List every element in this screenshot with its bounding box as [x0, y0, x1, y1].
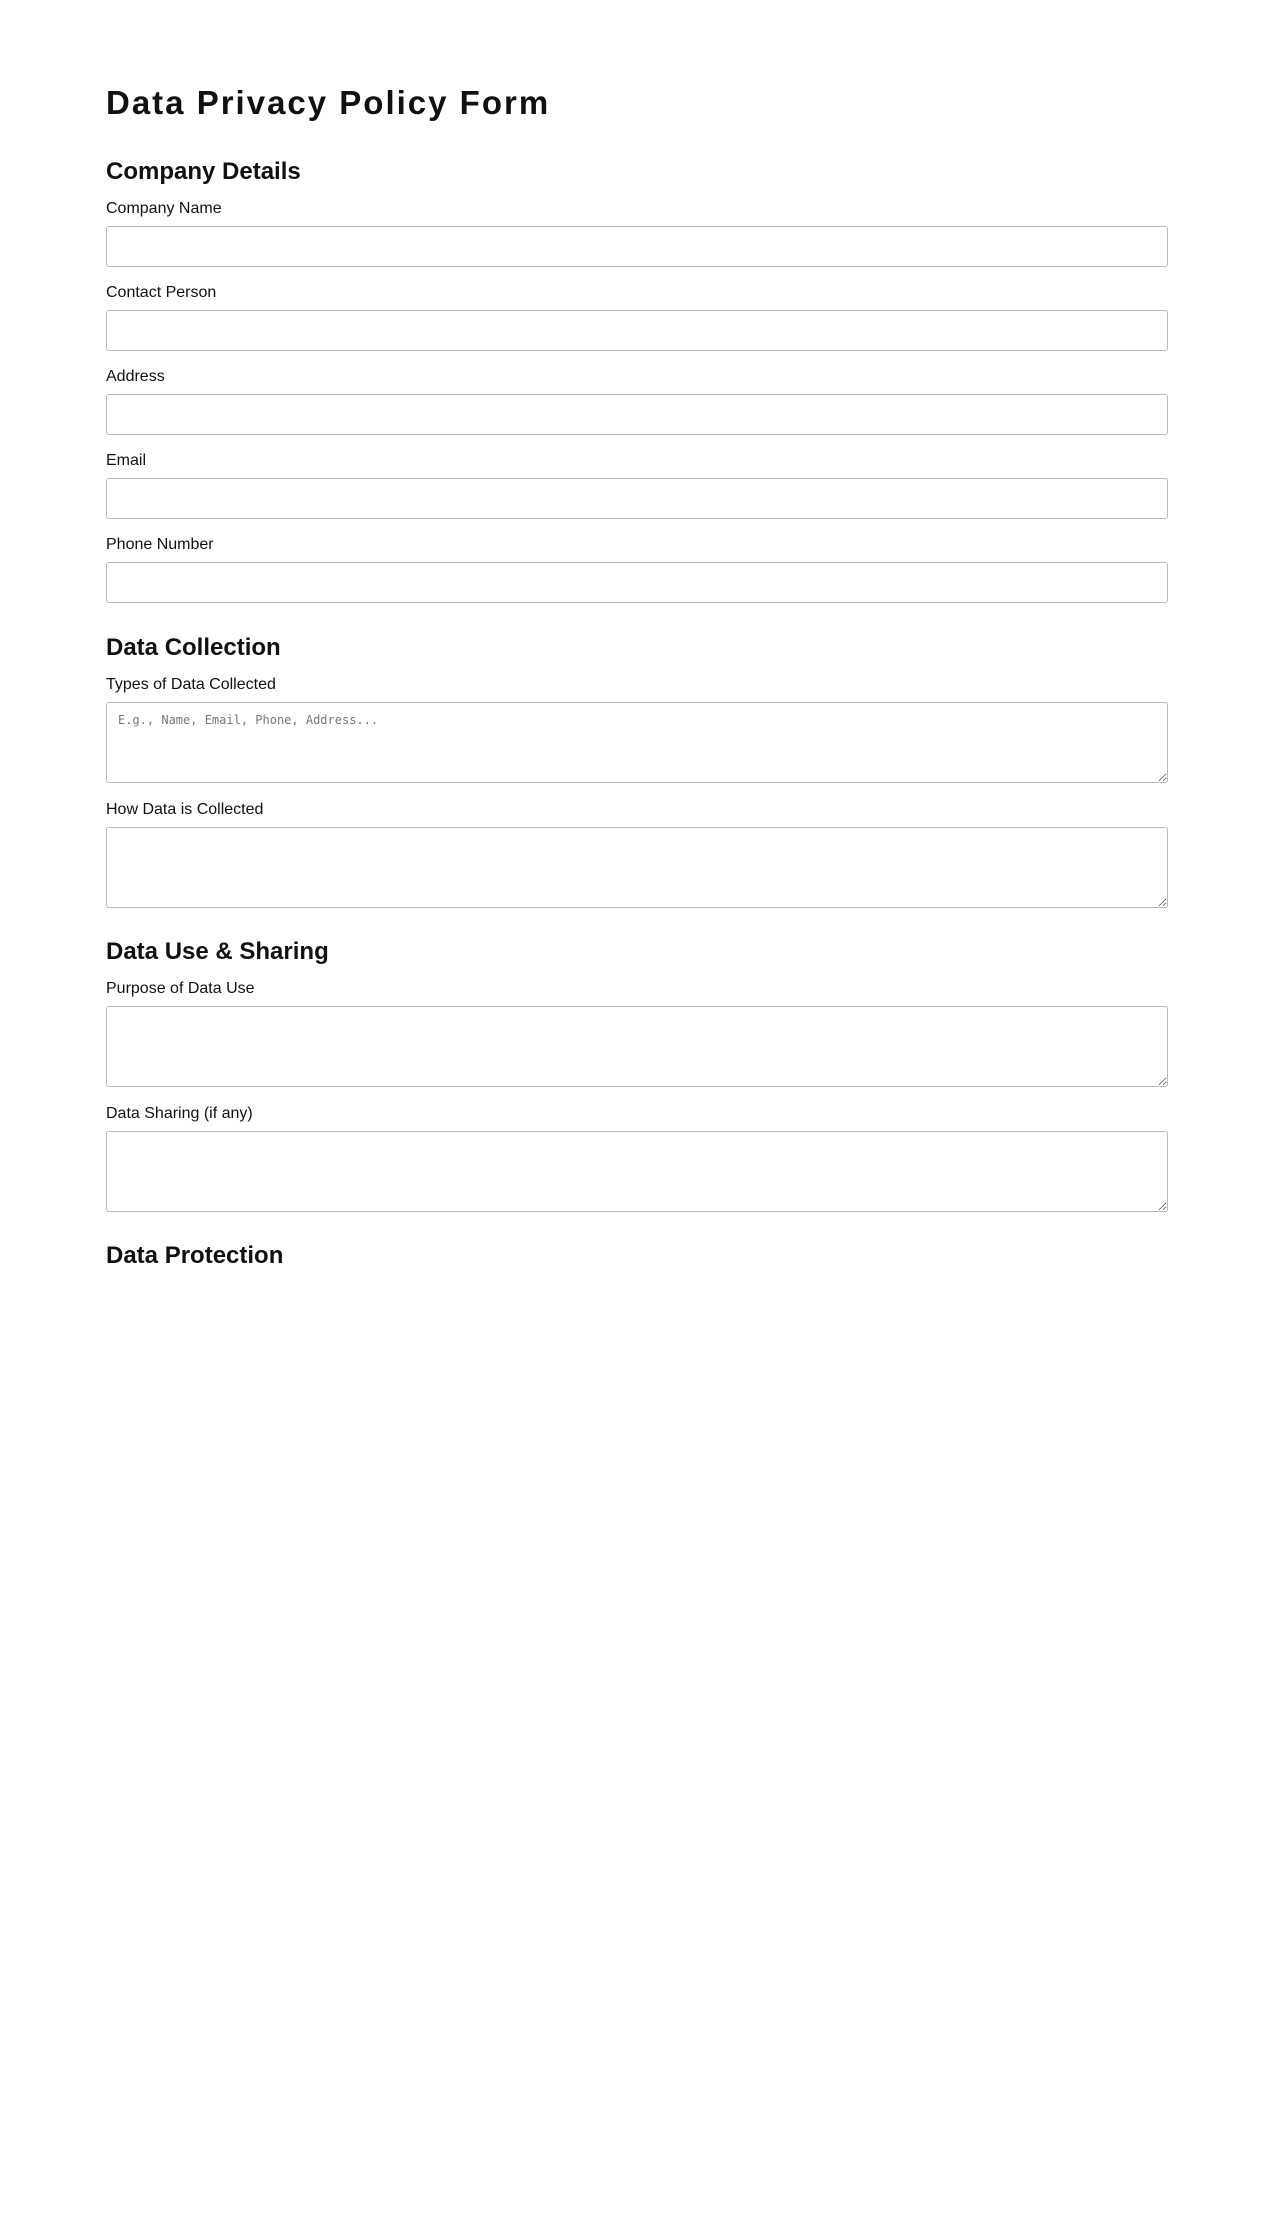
data-use-purpose-textarea[interactable] [106, 1006, 1168, 1087]
phone-number-label: Phone Number [106, 536, 214, 553]
contact-person-input[interactable] [106, 310, 1168, 351]
section-title-data-protection: Data Protection [106, 1242, 284, 1269]
data-protection-section [106, 1242, 1168, 1270]
company-name-input[interactable] [106, 226, 1168, 267]
section-title-data-collection: Data Collection [106, 634, 281, 661]
address-label: Address [106, 368, 165, 385]
contact-person-label: Contact Person [106, 284, 217, 301]
data-use-sharing-section [106, 938, 1168, 1212]
page-title: Data Privacy Policy Form [106, 84, 551, 121]
data-sharing-label: Data Sharing (if any) [106, 1105, 253, 1122]
section-title-data-use-sharing: Data Use & Sharing [106, 938, 329, 965]
collection-method-label: How Data is Collected [106, 801, 264, 818]
data-collection-section [106, 634, 1168, 908]
address-input[interactable] [106, 394, 1168, 435]
company-name-label: Company Name [106, 200, 222, 217]
data-use-purpose-label: Purpose of Data Use [106, 980, 255, 997]
email-input[interactable] [106, 478, 1168, 519]
email-label: Email [106, 452, 147, 469]
collection-method-textarea[interactable] [106, 827, 1168, 908]
data-types-textarea[interactable] [106, 702, 1168, 783]
privacy-policy-form [106, 84, 1168, 1270]
company-details-section [106, 158, 1168, 603]
data-sharing-textarea[interactable] [106, 1131, 1168, 1212]
section-title-company-details: Company Details [106, 158, 301, 185]
phone-number-input[interactable] [106, 562, 1168, 603]
data-types-label: Types of Data Collected [106, 676, 276, 693]
